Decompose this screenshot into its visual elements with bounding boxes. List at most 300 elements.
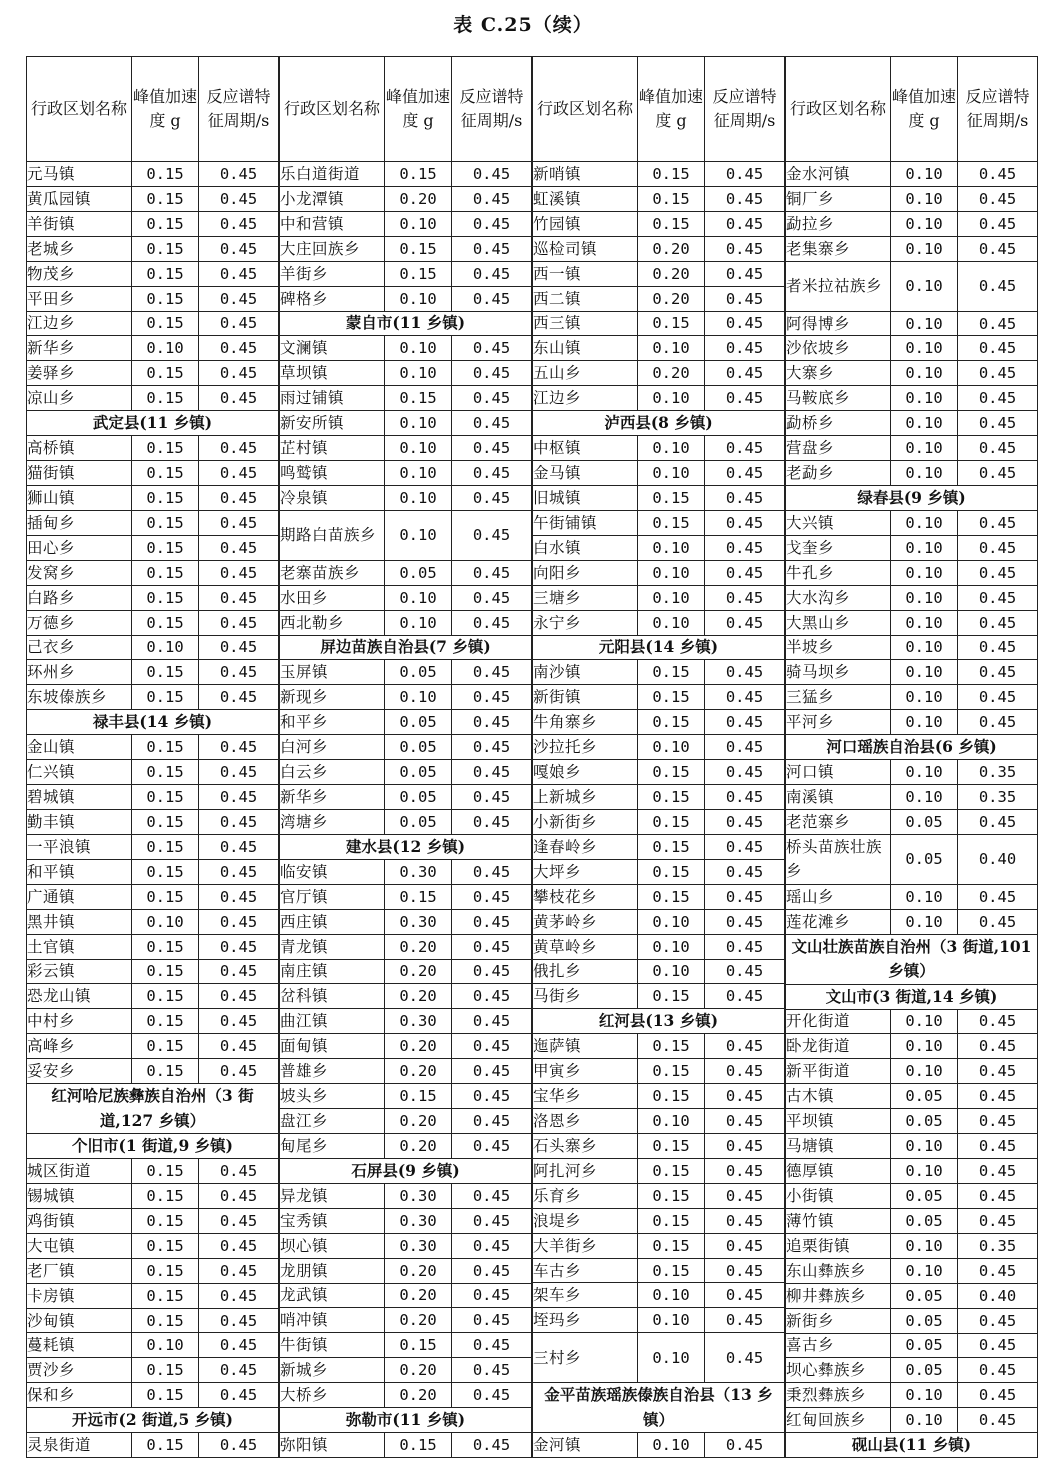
characteristic-period: 0.45 [452,884,532,909]
peak-acceleration: 0.10 [638,336,705,361]
peak-acceleration: 0.10 [132,909,199,934]
characteristic-period: 0.40 [958,834,1038,884]
division-name: 巡检司镇 [533,236,638,261]
characteristic-period: 0.45 [452,510,532,560]
division-name: 西北勒乡 [280,610,385,635]
division-name: 碑格乡 [280,286,385,311]
table-row [786,1009,1038,1034]
characteristic-period: 0.45 [958,610,1038,635]
characteristic-period: 0.45 [958,311,1038,336]
characteristic-period: 0.45 [705,1433,785,1458]
characteristic-period: 0.45 [452,859,532,884]
characteristic-period: 0.45 [958,535,1038,560]
table-column-1 [26,56,279,1458]
peak-acceleration: 0.15 [132,386,199,411]
characteristic-period: 0.45 [199,1333,279,1358]
table-row [280,386,532,411]
characteristic-period: 0.45 [705,211,785,236]
table-row [786,1258,1038,1283]
division-name: 桥头苗族壮族乡 [786,834,891,884]
section-header: 红河县(13 乡镇) [533,1009,785,1034]
table-row [280,510,532,560]
peak-acceleration: 0.15 [638,809,705,834]
characteristic-period: 0.45 [705,261,785,286]
peak-acceleration: 0.10 [132,1333,199,1358]
peak-acceleration: 0.10 [638,386,705,411]
characteristic-period: 0.45 [199,1433,279,1458]
division-name: 架车乡 [533,1283,638,1308]
header-period: 反应谱特征周期/s [958,57,1038,162]
table-row [533,1034,785,1059]
characteristic-period: 0.45 [199,1233,279,1258]
table-row [280,760,532,785]
peak-acceleration: 0.30 [385,859,452,884]
characteristic-period: 0.45 [452,1133,532,1158]
table-row [786,1134,1038,1159]
peak-acceleration: 0.20 [385,1133,452,1158]
table-row [280,1183,532,1208]
peak-acceleration: 0.05 [891,809,958,834]
division-name: 瑶山乡 [786,884,891,909]
peak-acceleration: 0.10 [385,585,452,610]
peak-acceleration: 0.15 [132,436,199,461]
characteristic-period: 0.45 [705,1233,785,1258]
table-row [280,461,532,486]
division-name: 柳井彝族乡 [786,1283,891,1308]
peak-acceleration: 0.20 [385,1059,452,1084]
section-header-row [786,486,1038,511]
characteristic-period: 0.45 [199,386,279,411]
table-row [786,660,1038,685]
characteristic-period: 0.45 [705,162,785,187]
table-row [27,1183,279,1208]
header-name: 行政区划名称 [280,57,385,162]
table-row [27,809,279,834]
characteristic-period: 0.45 [705,1283,785,1308]
peak-acceleration: 0.15 [638,510,705,535]
peak-acceleration: 0.10 [638,1308,705,1333]
peak-acceleration: 0.15 [638,685,705,710]
characteristic-period: 0.45 [452,261,532,286]
characteristic-period: 0.45 [452,710,532,735]
characteristic-period: 0.45 [199,660,279,685]
division-name: 东坡傣族乡 [27,685,132,710]
peak-acceleration: 0.10 [638,535,705,560]
table-row [27,610,279,635]
division-name: 勐拉乡 [786,211,891,236]
table-row [533,1183,785,1208]
division-name: 异龙镇 [280,1183,385,1208]
characteristic-period: 0.45 [452,386,532,411]
table-row [533,1084,785,1109]
characteristic-period: 0.45 [199,1034,279,1059]
section-header: 开远市(2 街道,5 乡镇) [27,1408,279,1433]
table-row [27,959,279,984]
table-row [280,735,532,760]
division-name: 戈奎乡 [786,535,891,560]
division-name: 己衣乡 [27,635,132,660]
table-row [533,1333,785,1383]
table-row [27,461,279,486]
peak-acceleration: 0.10 [891,211,958,236]
peak-acceleration: 0.05 [891,1308,958,1333]
division-name: 三塘乡 [533,585,638,610]
peak-acceleration: 0.10 [891,461,958,486]
division-name: 物茂乡 [27,261,132,286]
section-header-row [27,1134,279,1159]
division-name: 发窝乡 [27,560,132,585]
characteristic-period: 0.45 [958,162,1038,187]
division-name: 曲江镇 [280,1009,385,1034]
peak-acceleration: 0.10 [891,909,958,934]
peak-acceleration: 0.10 [891,436,958,461]
division-name: 江边乡 [27,311,132,336]
characteristic-period: 0.45 [452,162,532,187]
table-row [27,984,279,1009]
peak-acceleration: 0.15 [385,1333,452,1358]
table-row [280,186,532,211]
characteristic-period: 0.45 [705,1109,785,1134]
division-name: 阿扎河乡 [533,1158,638,1183]
peak-acceleration: 0.10 [891,1408,958,1433]
division-name: 午街铺镇 [533,510,638,535]
division-name: 德厚镇 [786,1159,891,1184]
division-name: 高峰乡 [27,1034,132,1059]
characteristic-period: 0.45 [705,585,785,610]
peak-acceleration: 0.15 [132,261,199,286]
table-row [786,436,1038,461]
characteristic-period: 0.45 [958,261,1038,311]
section-header-row [786,1433,1038,1458]
header-name: 行政区划名称 [533,57,638,162]
table-row [280,1283,532,1308]
peak-acceleration: 0.10 [638,610,705,635]
table-row [27,286,279,311]
division-name: 洛恩乡 [533,1109,638,1134]
characteristic-period: 0.45 [958,660,1038,685]
table-row [27,186,279,211]
characteristic-period: 0.45 [958,685,1038,710]
division-name: 向阳乡 [533,560,638,585]
characteristic-period: 0.45 [958,1208,1038,1233]
table-row [533,1258,785,1283]
table-row [280,1133,532,1158]
characteristic-period: 0.45 [452,1233,532,1258]
peak-acceleration: 0.10 [638,1109,705,1134]
characteristic-period: 0.45 [705,1133,785,1158]
section-header-row [786,984,1038,1009]
table-row [786,411,1038,436]
characteristic-period: 0.45 [452,1333,532,1358]
division-name: 乐白道街道 [280,162,385,187]
characteristic-period: 0.45 [705,535,785,560]
characteristic-period: 0.45 [199,785,279,810]
division-name: 铜厂乡 [786,186,891,211]
header-peak-acceleration: 峰值加速度 g [891,57,958,162]
division-name: 南溪镇 [786,785,891,810]
table-row [786,261,1038,311]
peak-acceleration: 0.10 [638,1433,705,1458]
table-row [786,461,1038,486]
table-row [786,884,1038,909]
table-row [27,1333,279,1358]
table-row [533,1208,785,1233]
division-name: 马鞍底乡 [786,386,891,411]
division-name: 环州乡 [27,660,132,685]
table-row [27,1433,279,1458]
characteristic-period: 0.45 [452,411,532,436]
table-row [280,211,532,236]
characteristic-period: 0.35 [958,1233,1038,1258]
division-name: 牛孔乡 [786,560,891,585]
characteristic-period: 0.45 [452,1109,532,1134]
characteristic-period: 0.45 [199,261,279,286]
characteristic-period: 0.45 [705,1183,785,1208]
division-name: 猫街镇 [27,461,132,486]
peak-acceleration: 0.15 [638,1233,705,1258]
peak-acceleration: 0.05 [385,760,452,785]
peak-acceleration: 0.30 [385,1183,452,1208]
peak-acceleration: 0.10 [638,909,705,934]
characteristic-period: 0.45 [705,660,785,685]
table-row [786,785,1038,810]
division-name: 平坝镇 [786,1109,891,1134]
peak-acceleration: 0.10 [385,361,452,386]
characteristic-period: 0.45 [199,560,279,585]
table-row [280,1333,532,1358]
table-row [280,361,532,386]
table-row [786,1034,1038,1059]
division-name: 龙武镇 [280,1283,385,1308]
peak-acceleration: 0.20 [385,1383,452,1408]
table-row [280,1034,532,1059]
table-row [27,1383,279,1408]
division-name: 万德乡 [27,610,132,635]
characteristic-period: 0.45 [452,1084,532,1109]
division-name: 新现乡 [280,685,385,710]
table-row [786,1233,1038,1258]
table-row [533,585,785,610]
division-name: 狮山镇 [27,485,132,510]
peak-acceleration: 0.05 [891,1109,958,1134]
peak-acceleration: 0.10 [638,461,705,486]
division-name: 大桥乡 [280,1383,385,1408]
table-row [27,336,279,361]
table-row [786,635,1038,660]
characteristic-period: 0.45 [958,1159,1038,1184]
peak-acceleration: 0.05 [385,809,452,834]
characteristic-period: 0.45 [199,635,279,660]
division-name: 新街乡 [786,1308,891,1333]
peak-acceleration: 0.10 [891,585,958,610]
division-name: 广通镇 [27,884,132,909]
peak-acceleration: 0.15 [132,1059,199,1084]
characteristic-period: 0.45 [958,1034,1038,1059]
characteristic-period: 0.45 [199,984,279,1009]
table-row [280,485,532,510]
peak-acceleration: 0.15 [385,261,452,286]
division-name: 沙甸镇 [27,1308,132,1333]
peak-acceleration: 0.20 [638,286,705,311]
table-row [533,311,785,336]
peak-acceleration: 0.10 [638,1283,705,1308]
section-header-row [27,710,279,735]
table-row [786,336,1038,361]
table-row [27,485,279,510]
peak-acceleration: 0.10 [891,660,958,685]
section-header-row [280,1158,532,1183]
table-row [786,1183,1038,1208]
peak-acceleration: 0.15 [638,785,705,810]
division-name: 新安所镇 [280,411,385,436]
table-row [533,336,785,361]
division-name: 嘎娘乡 [533,760,638,785]
peak-acceleration: 0.15 [132,361,199,386]
characteristic-period: 0.45 [705,336,785,361]
division-name: 勤丰镇 [27,809,132,834]
characteristic-period: 0.45 [199,1059,279,1084]
division-name: 白水镇 [533,535,638,560]
characteristic-period: 0.45 [199,361,279,386]
table-row [533,1133,785,1158]
characteristic-period: 0.45 [452,336,532,361]
characteristic-period: 0.45 [705,311,785,336]
peak-acceleration: 0.15 [132,560,199,585]
peak-acceleration: 0.15 [132,660,199,685]
characteristic-period: 0.45 [705,610,785,635]
table-row [786,1383,1038,1408]
characteristic-period: 0.45 [705,510,785,535]
table-title: 表 C.25（续） [453,14,593,36]
division-name: 新平街道 [786,1059,891,1084]
table-row [786,585,1038,610]
division-name: 碧城镇 [27,785,132,810]
header-period: 反应谱特征周期/s [452,57,532,162]
peak-acceleration: 0.15 [132,934,199,959]
peak-acceleration: 0.10 [385,610,452,635]
peak-acceleration: 0.15 [132,211,199,236]
section-header: 泸西县(8 乡镇) [533,411,785,436]
table-row [786,1109,1038,1134]
table-row [27,1258,279,1283]
table-row [786,1059,1038,1084]
header-row [533,57,785,162]
characteristic-period: 0.45 [199,336,279,361]
table-row [280,984,532,1009]
division-name: 甲寅乡 [533,1059,638,1084]
division-name: 鸣鹫镇 [280,461,385,486]
peak-acceleration: 0.20 [385,934,452,959]
section-header: 元阳县(14 乡镇) [533,635,785,660]
table-column-2 [279,56,532,1458]
peak-acceleration: 0.15 [132,1009,199,1034]
characteristic-period: 0.45 [705,959,785,984]
peak-acceleration: 0.10 [385,336,452,361]
division-name: 牛街镇 [280,1333,385,1358]
characteristic-period: 0.45 [452,1383,532,1408]
characteristic-period: 0.45 [452,1009,532,1034]
characteristic-period: 0.45 [452,461,532,486]
peak-acceleration: 0.10 [891,311,958,336]
table-row [280,959,532,984]
characteristic-period: 0.45 [705,735,785,760]
table-row [786,1283,1038,1308]
division-name: 土官镇 [27,934,132,959]
section-header: 屏边苗族自治县(7 乡镇) [280,635,532,660]
table-row [533,261,785,286]
table-row [27,585,279,610]
division-name: 金马镇 [533,461,638,486]
division-name: 锡城镇 [27,1183,132,1208]
peak-acceleration: 0.15 [132,535,199,560]
characteristic-period: 0.45 [958,635,1038,660]
table-container [26,56,1033,1458]
characteristic-period: 0.45 [452,685,532,710]
table-row [27,535,279,560]
characteristic-period: 0.45 [452,211,532,236]
table-row [533,1233,785,1258]
division-name: 江边乡 [533,386,638,411]
division-name: 大羊街乡 [533,1233,638,1258]
characteristic-period: 0.45 [958,386,1038,411]
characteristic-period: 0.45 [199,1009,279,1034]
table-row [533,1308,785,1333]
division-name: 卧龙街道 [786,1034,891,1059]
division-name: 和平乡 [280,710,385,735]
peak-acceleration: 0.10 [891,411,958,436]
header-name: 行政区划名称 [786,57,891,162]
characteristic-period: 0.45 [452,1433,532,1458]
division-name: 南庄镇 [280,959,385,984]
section-header-row [27,1084,279,1134]
peak-acceleration: 0.10 [891,361,958,386]
table-row [533,984,785,1009]
characteristic-period: 0.45 [199,162,279,187]
table-row [27,884,279,909]
peak-acceleration: 0.10 [891,1034,958,1059]
peak-acceleration: 0.10 [891,1009,958,1034]
peak-acceleration: 0.15 [132,984,199,1009]
division-name: 新华乡 [280,785,385,810]
characteristic-period: 0.45 [705,809,785,834]
characteristic-period: 0.45 [199,834,279,859]
characteristic-period: 0.45 [452,1034,532,1059]
characteristic-period: 0.45 [705,186,785,211]
table-row [786,361,1038,386]
division-name: 中枢镇 [533,436,638,461]
peak-acceleration: 0.05 [891,1283,958,1308]
table-row [533,1283,785,1308]
peak-acceleration: 0.10 [891,336,958,361]
table-row [27,1159,279,1184]
characteristic-period: 0.45 [199,934,279,959]
division-name: 保和乡 [27,1383,132,1408]
characteristic-period: 0.45 [958,461,1038,486]
table-row [27,436,279,461]
characteristic-period: 0.45 [452,361,532,386]
table-row [533,535,785,560]
division-name: 小新街乡 [533,809,638,834]
table-row [27,361,279,386]
table-row [786,162,1038,187]
peak-acceleration: 0.15 [132,510,199,535]
table-row [533,859,785,884]
table-row [27,211,279,236]
characteristic-period: 0.45 [705,884,785,909]
peak-acceleration: 0.15 [385,386,452,411]
division-name: 马塘镇 [786,1134,891,1159]
division-name: 秉烈彝族乡 [786,1383,891,1408]
